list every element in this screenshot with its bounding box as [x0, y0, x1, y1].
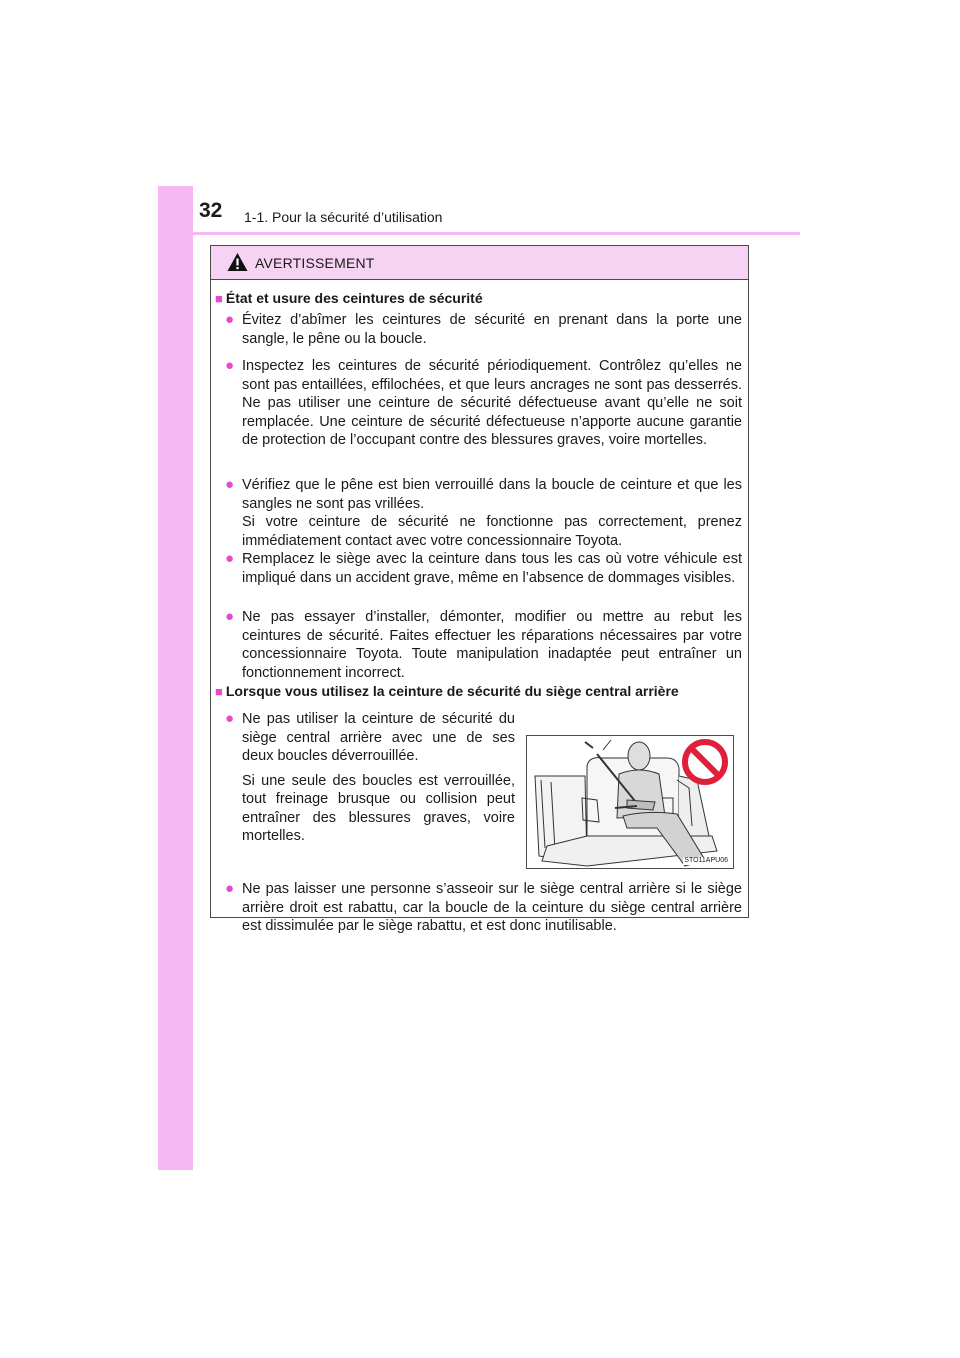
list-item-text: Remplacez le siège avec la ceinture dans tous les cas où votre véhicule est impliqué dans un accident grave, même en l’absence de dommages visibles. — [242, 551, 742, 586]
bullet-dot-icon: ● — [225, 311, 235, 328]
list-item-text: Évitez d’abîmer les ceintures de sécurité en prenant dans la porte une sangle, le pêne ou la boucle. — [242, 312, 742, 347]
list-item — [225, 357, 742, 450]
list-item-paragraph: Vérifiez que le pêne est bien verrouillé dans la boucle de ceinture et que les sangles ne sont pas vrillées. — [242, 477, 742, 512]
side-tab-strip — [158, 186, 193, 1170]
bullet-dot-icon: ● — [225, 476, 235, 493]
list-item — [225, 550, 742, 587]
section-heading-center-rear-seat — [215, 682, 679, 701]
square-bullet-icon: ■ — [215, 684, 223, 699]
list-item-text: Ne pas essayer d’installer, démonter, modifier ou mettre au rebut les ceintures de sécurité. Faites effectuer les réparations nécessaires par votre concessionnaire Toyota. Toute manipulation inadaptée peut entraîner un fonctionnement incorrect. — [242, 609, 742, 681]
list-item-text: Inspectez les ceintures de sécurité périodiquement. Contrôlez qu’elles ne sont pas entaillées, effilochées, et que leurs ancrages ne sont pas desserrés. Ne pas utiliser une ceinture de sécurité défectueuse avant qu’elle ne soit remplacée. Une ceinture de sécurité défectueuse n’apporte aucune garantie de protection de l’occupant contre des blessures graves, voire mortelles. — [242, 358, 742, 448]
bullet-dot-icon: ● — [225, 357, 235, 374]
square-bullet-icon: ■ — [215, 291, 223, 306]
figure-code: STO11APU06 — [684, 857, 728, 864]
header-rule — [158, 232, 800, 235]
rear-seat-drawing — [527, 736, 733, 868]
bullet-dot-icon: ● — [225, 550, 235, 567]
list-item — [225, 608, 742, 682]
bullet-dot-icon: ● — [225, 710, 235, 727]
list-item-text: Ne pas laisser une personne s’asseoir sur le siège central arrière si le siège arrière droit est rabattu, car la boucle de la ceinture du siège central arrière est dissimulée par le siège rabattu, et est donc inutilisable. — [242, 881, 742, 934]
warning-body — [211, 279, 748, 934]
seat-belt-illustration — [526, 735, 734, 869]
section-heading-text: État et usure des ceintures de sécurité — [225, 290, 483, 306]
list-item-paragraph: Si votre ceinture de sécurité ne fonctionne pas correctement, prenez immédiatement contact avec votre concessionnaire Toyota. — [242, 514, 742, 549]
section-heading-seatbelt-condition — [215, 289, 483, 308]
page-number: 32 — [199, 199, 223, 222]
list-item — [225, 311, 742, 348]
bullet-dot-icon: ● — [225, 608, 235, 625]
warning-title: AVERTISSEMENT — [255, 255, 375, 271]
list-item — [225, 880, 742, 936]
list-item-text — [242, 710, 515, 846]
list-item — [225, 710, 515, 846]
warning-triangle-icon — [227, 252, 248, 272]
warning-header — [211, 246, 748, 280]
list-item-text — [242, 476, 742, 550]
warning-box — [210, 245, 749, 934]
prohibition-sign-icon — [685, 742, 725, 782]
list-item — [225, 476, 742, 550]
section-title: 1-1. Pour la sécurité d’utilisation — [244, 209, 443, 225]
section-heading-text: Lorsque vous utilisez la ceinture de sécurité du siège central arrière — [225, 683, 679, 699]
bullet-dot-icon: ● — [225, 880, 235, 897]
list-item-paragraph: Si une seule des boucles est verrouillée, tout freinage brusque ou collision peut entraîner des blessures graves, voire mortelles. — [242, 772, 515, 844]
list-item-paragraph: Ne pas utiliser la ceinture de sécurité du siège central arrière avec une de ses deux boucles déverrouillée. — [242, 711, 515, 764]
